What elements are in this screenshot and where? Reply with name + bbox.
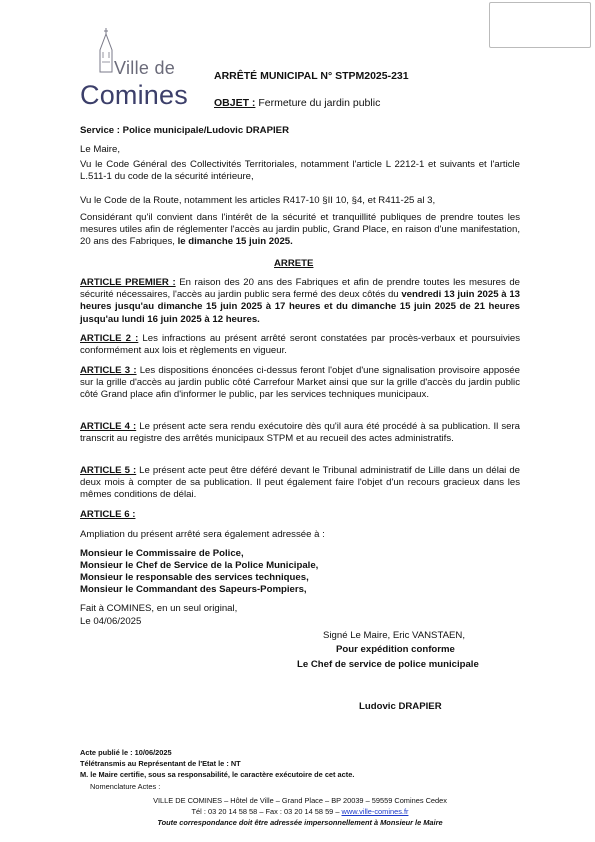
article-3 — [80, 365, 520, 402]
article-4-label: ARTICLE 4 : — [80, 421, 137, 432]
stamp-box — [489, 2, 591, 48]
vu-code-route: Vu le Code de la Route, notamment les articles R417-10 §II 10, §4, et R411-25 al 3, — [80, 195, 436, 206]
logo-line2: Comines — [80, 80, 188, 110]
chef-service: Le Chef de service de police municipale — [297, 659, 479, 670]
footer-address: VILLE DE COMINES – Hôtel de Ville – Grand Place – BP 20039 – 59559 Comines Cedex — [153, 796, 447, 805]
article-1-dates: vendredi 13 juin 2025 à 13 heures jusqu'au dimanche 15 juin 2025 à 17 heures et du dimanche 15 juin 2025 de 21 heures jusqu'au lundi 16 juin 2025 à 12 heures. — [80, 289, 520, 325]
recipient-4: Monsieur le Commandant des Sapeurs-Pompiers, — [80, 584, 307, 595]
logo-line1: Ville de — [114, 58, 176, 78]
nomenclature: Nomenclature Actes : — [90, 782, 161, 791]
footer-tel: Tél : 03 20 14 58 58 – Fax : 03 20 14 58 59 – — [191, 807, 342, 816]
article-1 — [80, 277, 520, 326]
certification: M. le Maire certifie, sous sa responsabilité, le caractère exécutoire de cet acte. — [80, 770, 355, 779]
article-1-label: ARTICLE PREMIER : — [80, 277, 176, 288]
document-title: ARRÊTÉ MUNICIPAL N° STPM2025-231 — [214, 70, 409, 82]
signature-date: Le 04/06/2025 — [80, 616, 142, 627]
article-1-text: En raison des 20 ans des Fabriques et afin de prendre toutes les mesures de sécurité nécessaires, l'accès au jardin public sera fermé des deux côtés du — [80, 277, 520, 301]
objet-line — [214, 97, 380, 109]
considerant-text: Considérant qu'il convient dans l'intérêt de la sécurité et tranquillité publiques de prendre toutes les mesures utiles afin de réglementer l'accès au jardin public, Grand Place, en raison d'une manifestation, 20 ans des Fabriques, — [80, 212, 520, 248]
objet-text: Fermeture du jardin public — [255, 97, 381, 109]
city-logo — [78, 28, 196, 108]
website-link[interactable]: www.ville-comines.fr — [341, 807, 409, 816]
article-3-text: Les dispositions énoncées ci-dessus feront l'objet d'une signalisation provisoire apposée sur la grille d'accès au jardin public côté Carrefour Market ainsi que sur la grille d'accès du jardin public côté Grand place afin d'informer le public, par les services techniques municipaux. — [80, 365, 520, 401]
article-4-text: Le présent acte sera rendu exécutoire dès qu'il aura été procédé à sa publication. Il sera transcrit au registre des arrêtés municipaux STPM et au recueil des actes administratifs. — [80, 421, 520, 445]
footer-contact — [80, 807, 520, 817]
arrete-heading: ARRETE — [274, 258, 314, 269]
service-line: Service : Police municipale/Ludovic DRAPIER — [80, 125, 289, 136]
footer-correspondance: Toute correspondance doit être adressée impersonnellement à Monsieur le Maire — [157, 818, 443, 827]
article-4 — [80, 421, 520, 445]
article-3-label: ARTICLE 3 : — [80, 365, 137, 376]
recipient-2: Monsieur le Chef de Service de la Police Municipale, — [80, 560, 319, 571]
article-2-text: Les infractions au présent arrêté seront constatées par procès-verbaux et poursuivies conformément aux lois et règlements en vigueur. — [80, 333, 521, 357]
article-5-text: Le présent acte peut être déféré devant le Tribunal administratif de Lille dans un délai de deux mois à compter de sa publication. Il peut également faire l'objet d'un recours gracieux dans les mêmes conditions de délai. — [80, 465, 520, 501]
article-2 — [80, 333, 520, 357]
ampliation: Ampliation du présent arrêté sera également adressée à : — [80, 529, 325, 540]
article-6-label: ARTICLE 6 : — [80, 509, 136, 520]
considerant — [80, 212, 520, 249]
teletransmis: Télétransmis au Représentant de l'Etat le : NT — [80, 759, 241, 768]
article-5 — [80, 465, 520, 502]
signe-le-maire: Signé Le Maire, Eric VANSTAEN, — [323, 630, 465, 641]
le-maire: Le Maire, — [80, 144, 120, 155]
signatory-name: Ludovic DRAPIER — [359, 701, 442, 712]
pour-expedition: Pour expédition conforme — [336, 644, 455, 655]
acte-publie: Acte publié le : 10/06/2025 — [80, 748, 172, 757]
article-5-label: ARTICLE 5 : — [80, 465, 137, 476]
article-2-label: ARTICLE 2 : — [80, 333, 139, 344]
objet-label: OBJET : — [214, 97, 256, 109]
considerant-date: le dimanche 15 juin 2025. — [177, 236, 293, 248]
vu-cgct: Vu le Code Général des Collectivités Territoriales, notamment l'article L 2212-1 et suivants et l'article L.511-1 du code de la sécurité intérieure, — [80, 159, 520, 183]
recipient-3: Monsieur le responsable des services techniques, — [80, 572, 309, 583]
recipient-1: Monsieur le Commissaire de Police, — [80, 548, 244, 559]
fait-a: Fait à COMINES, en un seul original, — [80, 603, 238, 614]
